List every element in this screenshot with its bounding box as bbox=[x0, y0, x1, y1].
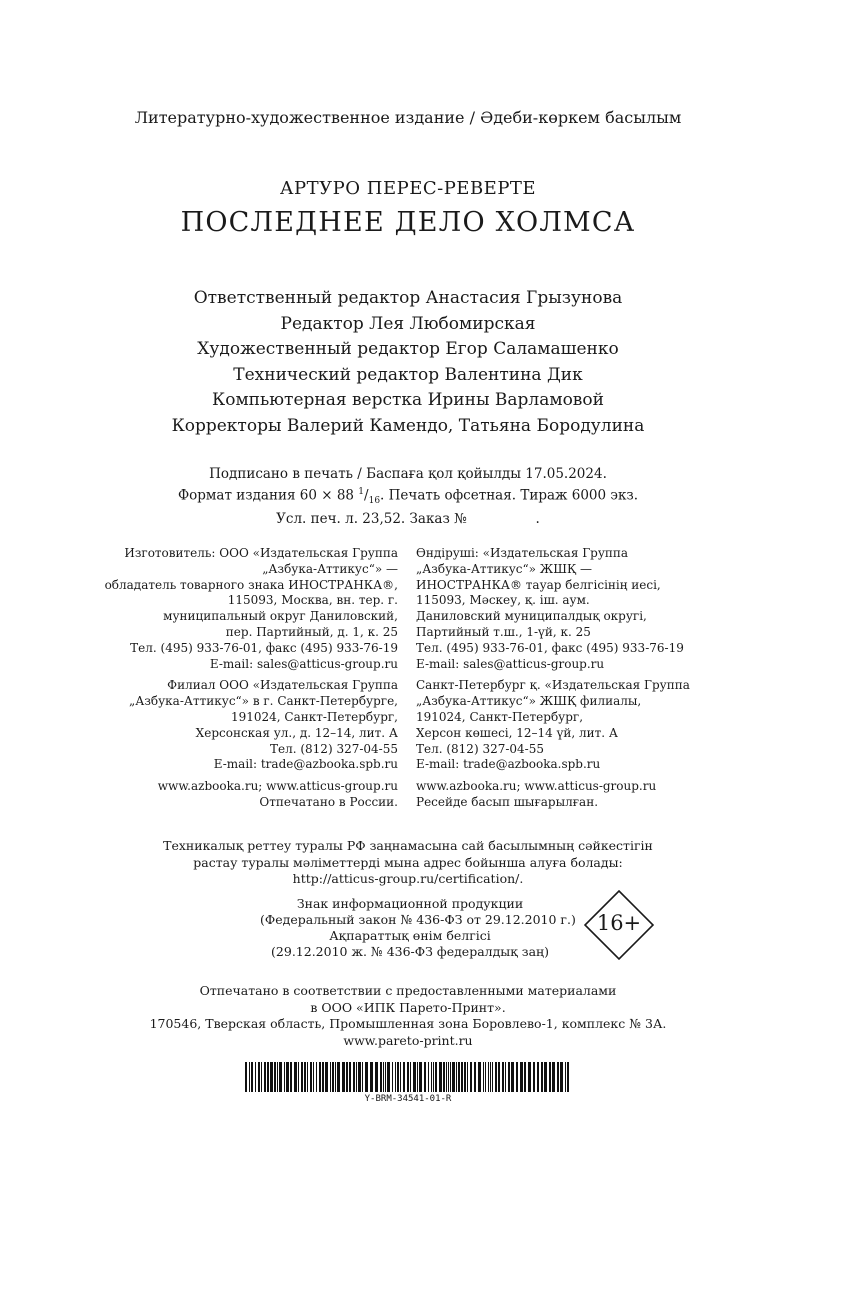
sheets-line: Усл. печ. л. 23,52. Заказ № . bbox=[276, 511, 540, 528]
publisher-line: „Азбука-Аттикус“» ЖШҚ — bbox=[416, 561, 593, 576]
publisher-line: Тел. (812) 327-04-55 bbox=[270, 741, 398, 756]
publisher-line: Херсон көшесі, 12–14 үй, лит. А bbox=[416, 725, 618, 740]
publisher-line: пер. Партийный, д. 1, к. 25 bbox=[225, 624, 398, 639]
format-suffix: . Печать офсетная. Тираж 6000 экз. bbox=[380, 487, 639, 504]
publisher-line: „Азбука-Аттикус“» — bbox=[262, 561, 398, 576]
format-prefix: Формат издания 60 × 88 bbox=[177, 487, 359, 504]
publisher-line: „Азбука-Аттикус“» в г. Санкт-Петербурге, bbox=[129, 694, 398, 709]
format-numerator: 1 bbox=[358, 487, 365, 497]
printer-line: 170546, Тверская область, Промышленная зона Боровлево-1, комплекс № 3А. bbox=[149, 1016, 667, 1031]
barcode-icon bbox=[245, 1062, 571, 1092]
printer-block bbox=[0, 983, 816, 1049]
credit-line: Компьютерная верстка Ирины Варламовой bbox=[212, 390, 604, 410]
publisher-line: E-mail: trade@azbooka.spb.ru bbox=[213, 757, 398, 772]
publisher-line: E-mail: sales@atticus-group.ru bbox=[416, 656, 605, 671]
publisher-line: Херсонская ул., д. 12–14, лит. А bbox=[195, 725, 398, 740]
printer-line: в ООО «ИПК Парето-Принт». bbox=[310, 999, 506, 1015]
publisher-block bbox=[0, 546, 398, 672]
age-rating-label: 16+ bbox=[596, 911, 642, 935]
publisher-line: 191024, Санкт-Петербург, bbox=[416, 709, 584, 724]
printer-line: Отпечатано в соответствии с предоставленными материалами bbox=[199, 983, 617, 998]
signed-line: Подписано в печать / Баспаға қол қойылды 17.05.2024. bbox=[209, 466, 607, 482]
author-name: АРТУРО ПЕРЕС-РЕВЕРТЕ bbox=[279, 178, 537, 199]
format-denominator: 16 bbox=[368, 496, 381, 507]
credits-block bbox=[0, 286, 816, 439]
publisher-line: Даниловский муниципалдық округі, bbox=[416, 609, 647, 624]
publisher-block bbox=[0, 779, 398, 811]
publisher-line: www.azbooka.ru; www.atticus-group.ru bbox=[416, 779, 657, 794]
publisher-line: ИНОСТРАНКА® тауар белгісінің иесі, bbox=[416, 577, 661, 592]
info-sign-line: (29.12.2010 ж. № 436-ФЗ федералдық заң) bbox=[271, 944, 549, 959]
info-sign-line: Ақпараттық өнім белгісі bbox=[329, 928, 491, 943]
info-sign-line: Знак информационной продукции bbox=[296, 896, 524, 911]
publisher-line: Изготовитель: ООО «Издательская Группа bbox=[124, 546, 398, 560]
print-info bbox=[0, 465, 816, 528]
publisher-line: Отпечатано в России. bbox=[259, 794, 398, 809]
credit-line: Художественный редактор Егор Саламашенко bbox=[197, 339, 619, 359]
publisher-line: 115093, Мәскеу, қ. іш. аум. bbox=[416, 593, 590, 608]
info-sign-line: (Федеральный закон № 436-ФЗ от 29.12.2010 г.) bbox=[260, 912, 576, 927]
publisher-block bbox=[416, 779, 836, 811]
publisher-line: Санкт-Петербург қ. «Издательская Группа bbox=[416, 678, 690, 693]
age-rating-badge bbox=[584, 890, 654, 960]
info-sign-block bbox=[260, 896, 576, 960]
publisher-block bbox=[416, 678, 836, 773]
publisher-column-russian bbox=[0, 546, 398, 817]
publisher-line: Филиал ООО «Издательская Группа bbox=[167, 678, 398, 693]
publisher-line: Партийный т.ш., 1-үй, к. 25 bbox=[416, 624, 591, 639]
publisher-line: E-mail: sales@atticus-group.ru bbox=[209, 656, 398, 671]
printer-url: www.pareto-print.ru bbox=[343, 1032, 473, 1048]
credit-line: Ответственный редактор Анастасия Грызунова bbox=[193, 288, 623, 308]
barcode-code: Y-BRM-34541-01-R bbox=[364, 1094, 452, 1104]
publisher-line: обладатель товарного знака ИНОСТРАНКА®, bbox=[104, 577, 398, 592]
publisher-line: Өндіруші: «Издательская Группа bbox=[416, 546, 629, 560]
publisher-line: „Азбука-Аттикус“» ЖШҚ филиалы, bbox=[416, 694, 642, 709]
certification-block bbox=[0, 838, 816, 888]
publisher-line: Тел. (812) 327-04-55 bbox=[416, 741, 544, 756]
certification-url: http://atticus-group.ru/certification/. bbox=[292, 871, 524, 886]
publisher-line: E-mail: trade@azbooka.spb.ru bbox=[416, 757, 601, 772]
publisher-line: Тел. (495) 933-76-01, факс (495) 933-76-19 bbox=[130, 640, 398, 655]
publisher-line: 191024, Санкт-Петербург, bbox=[230, 709, 398, 724]
publisher-line: муниципальный округ Даниловский, bbox=[163, 609, 398, 624]
publisher-line: Тел. (495) 933-76-01, факс (495) 933-76-19 bbox=[416, 640, 684, 655]
publisher-block bbox=[416, 546, 836, 672]
publisher-column-kazakh bbox=[416, 546, 836, 817]
format-line: Формат издания 60 × 88 $^1/_{16}$. Печать офсетная. Тираж 6000 экз. bbox=[177, 487, 639, 507]
publisher-line: www.azbooka.ru; www.atticus-group.ru bbox=[157, 779, 398, 794]
publisher-block bbox=[0, 678, 398, 773]
certification-line: Техникалық реттеу туралы РФ заңнамасына сай басылымның сәйкестігін bbox=[163, 838, 653, 853]
certification-line: растау туралы мәліметтерді мына адрес бойынша алуға болады: bbox=[193, 854, 623, 870]
book-title: ПОСЛЕДНЕЕ ДЕЛО ХОЛМСА bbox=[180, 207, 636, 238]
credit-line: Редактор Лея Любомирская bbox=[280, 313, 536, 334]
credit-line: Корректоры Валерий Камендо, Татьяна Бородулина bbox=[171, 415, 645, 436]
publisher-line: Ресейде басып шығарылған. bbox=[416, 794, 599, 809]
publisher-line: 115093, Москва, вн. тер. г. bbox=[227, 593, 398, 608]
genre-line: Литературно-художественное издание / Әдеби-көркем басылым bbox=[134, 108, 682, 127]
credit-line: Технический редактор Валентина Дик bbox=[233, 364, 583, 385]
